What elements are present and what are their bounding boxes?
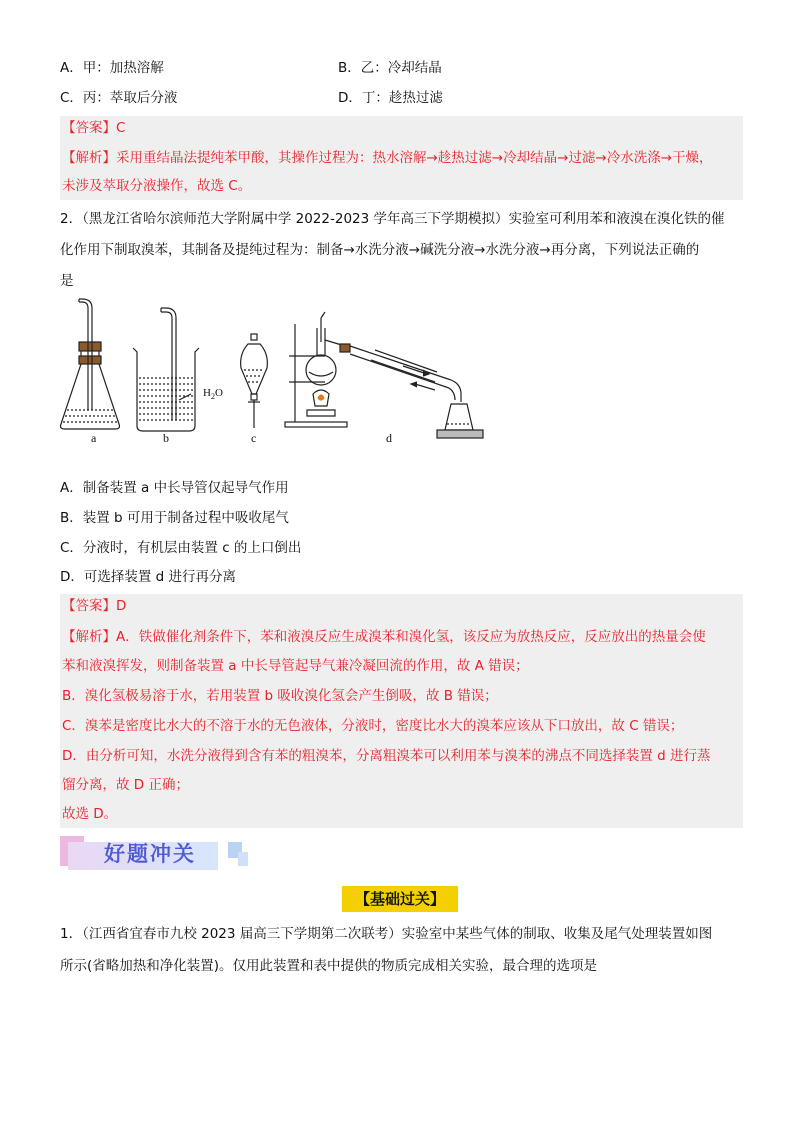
figure-label-d: d (386, 431, 392, 445)
q2-option-c: C．分液时，有机层由装置 c 的上口倒出 (60, 540, 302, 556)
q2-stem-line-1: 2．（黑龙江省哈尔滨师范大学附属中学 2022-2023 学年高三下学期模拟）实验室可利用苯和液溴在溴化铁的催 (60, 211, 725, 227)
q2-analysis-line-3: B．溴化氢极易溶于水，若用装置 b 吸收溴化氢会产生倒吸，故 B 错误； (62, 688, 498, 704)
funnel-c (241, 334, 268, 428)
section-title: 【基础过关】 (342, 886, 458, 912)
flask-a (61, 299, 120, 429)
apparatus-figure (55, 298, 485, 446)
q1-option-a: A．甲：加热溶解 (60, 60, 164, 76)
distillation-d (285, 312, 483, 438)
q1-analysis-block (60, 116, 743, 200)
figure-label-b: b (163, 431, 169, 445)
q3-stem-line-1: 1．（江西省宜春市九校 2023 届高三下学期第二次联考）实验室中某些气体的制取、收集及尾气处理装置如图 (60, 926, 713, 942)
q2-analysis-line-6: 馏分离，故 D 正确； (62, 777, 189, 793)
q1-option-c: C．丙：萃取后分液 (60, 90, 178, 106)
section-banner (60, 832, 255, 872)
q2-analysis-line-7: 故选 D。 (62, 806, 118, 822)
q2-analysis-line-5: D．由分析可知，水洗分液得到含有苯的粗溴苯，分离粗溴苯可以利用苯与溴苯的沸点不同选择装置 d 进行蒸 (62, 748, 711, 764)
q2-answer: 【答案】D (62, 598, 127, 614)
q2-option-b: B．装置 b 可用于制备过程中吸收尾气 (60, 510, 289, 526)
q1-analysis-line-1: 【解析】采用重结晶法提纯苯甲酸，其操作过程为：热水溶解→趁热过滤→冷却结晶→过滤→冷水洗涤→干燥， (62, 150, 713, 166)
q1-option-b: B．乙：冷却结晶 (338, 60, 442, 76)
q1-option-d: D．丁：趁热过滤 (338, 90, 443, 106)
q2-analysis-line-4: C．溴苯是密度比水大的不溶于水的无色液体，分液时，密度比水大的溴苯应该从下口放出，故 C 错误； (62, 718, 684, 734)
q2-analysis-block (60, 594, 743, 828)
beaker-b (133, 308, 199, 431)
q1-answer: 【答案】C (62, 120, 126, 136)
q2-stem-line-2: 化作用下制取溴苯，其制备及提纯过程为：制备→水洗分液→碱洗分液→水洗分液→再分离，下列说法正确的 (60, 242, 700, 258)
figure-label-a: a (91, 431, 97, 445)
q2-analysis-line-1: 【解析】A．铁做催化剂条件下，苯和液溴反应生成溴苯和溴化氢，该反应为放热反应，反应放出的热量会使 (62, 629, 706, 645)
q3-stem-line-2: 所示(省略加热和净化装置)。仅用此装置和表中提供的物质完成相关实验，最合理的选项是 (60, 958, 598, 974)
q2-analysis-line-2: 苯和液溴挥发，则制备装置 a 中长导管起导气兼冷凝回流的作用，故 A 错误； (62, 658, 529, 674)
q1-analysis-line-2: 未涉及萃取分液操作，故选 C。 (62, 178, 252, 194)
q2-option-d: D．可选择装置 d 进行再分离 (60, 569, 237, 585)
q2-stem-line-3: 是 (60, 273, 74, 289)
banner-title: 好题冲关 (104, 842, 196, 866)
figure-label-c: c (251, 431, 257, 445)
water-label: $H_2O$ (203, 387, 223, 401)
q2-option-a: A．制备装置 a 中长导管仅起导气作用 (60, 480, 289, 496)
